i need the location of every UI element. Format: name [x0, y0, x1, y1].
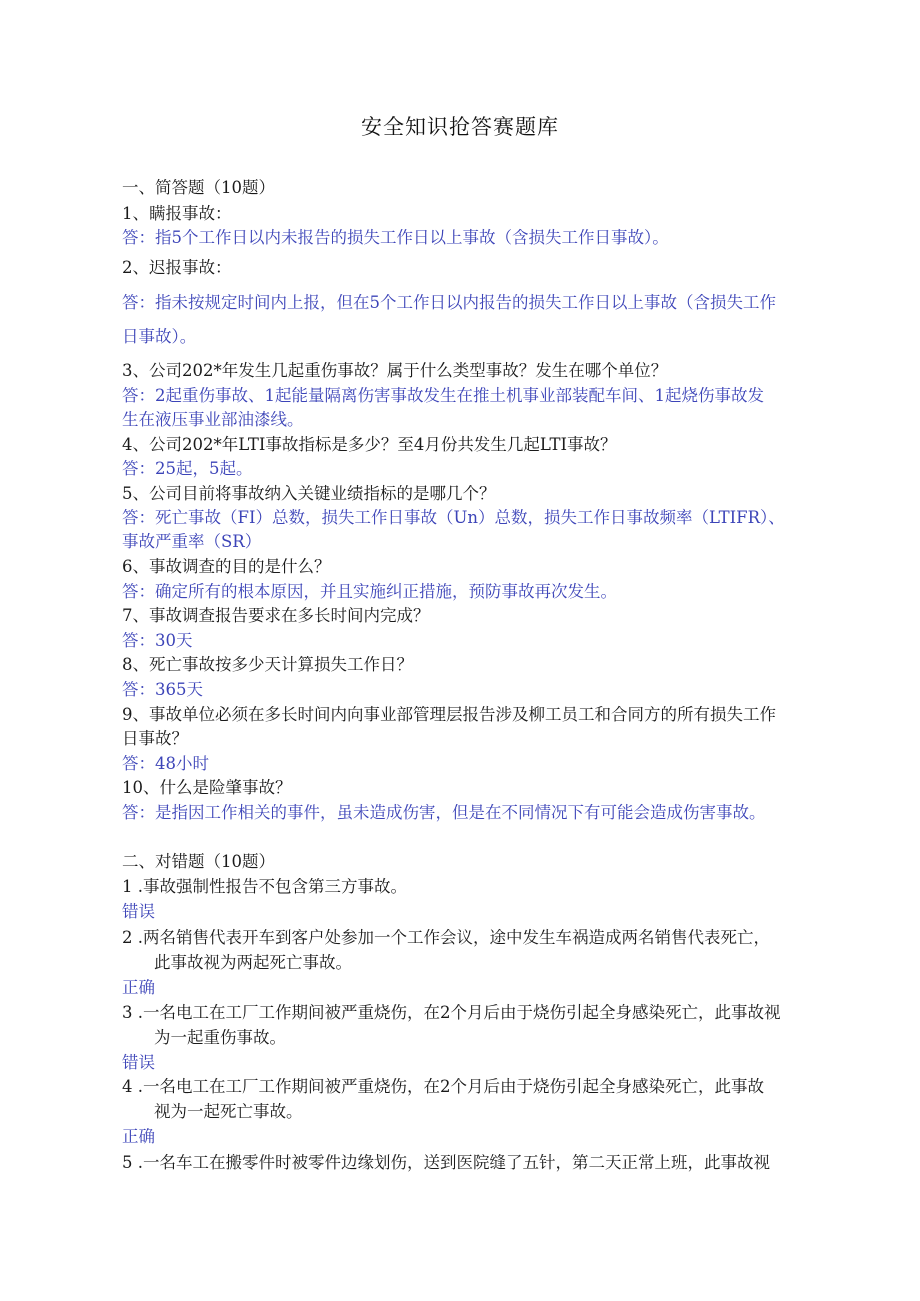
- tf-answer-2: 正确: [122, 978, 155, 997]
- answer-9: 答：48小时: [122, 754, 209, 773]
- tf-answer-4: 正确: [122, 1127, 155, 1146]
- tf-question-2-line-2: 此事故视为两起死亡事故。: [154, 953, 352, 972]
- question-2: 2、迟报事故：: [122, 258, 232, 277]
- answer-2-line-2: 日事故）。: [122, 327, 197, 346]
- answer-3-line-1: 答：2起重伤事故、1起能量隔离伤害事故发生在推土机事业部装配车间、1起烧伤事故发: [122, 386, 764, 405]
- answer-4: 答：25起，5起。: [122, 459, 253, 478]
- answer-7: 答：30天: [122, 631, 193, 650]
- tf-question-5-line-1: 5 .一名车工在搬零件时被零件边缘划伤，送到医院缝了五针，第二天正常上班，此事故视: [122, 1153, 770, 1172]
- answer-6: 答：确定所有的根本原因，并且实施纠正措施，预防事故再次发生。: [122, 582, 617, 601]
- answer-10: 答：是指因工作相关的事件，虽未造成伤害，但是在不同情况下有可能会造成伤害事故。: [122, 803, 766, 822]
- question-9-line-2: 日事故？: [122, 729, 188, 748]
- question-3: 3、公司202*年发生几起重伤事故？属于什么类型事故？发生在哪个单位？: [122, 361, 668, 380]
- question-6: 6、事故调查的目的是什么？: [122, 557, 331, 576]
- tf-question-1: 1 .事故强制性报告不包含第三方事故。: [122, 877, 407, 896]
- tf-answer-3: 错误: [122, 1053, 155, 1072]
- question-7: 7、事故调查报告要求在多长时间内完成？: [122, 606, 430, 625]
- answer-5-line-2: 事故严重率（SR）: [122, 532, 262, 551]
- question-4: 4、公司202*年LTI事故指标是多少？至4月份共发生几起LTI事故？: [122, 435, 617, 454]
- answer-5-line-1: 答：死亡事故（FI）总数，损失工作日事故（Un）总数，损失工作日事故频率（LTIFR）、: [122, 508, 785, 527]
- tf-question-4-line-2: 视为一起死亡事故。: [154, 1102, 303, 1121]
- tf-question-3-line-1: 3 .一名电工在工厂工作期间被严重烧伤，在2个月后由于烧伤引起全身感染死亡，此事故视: [122, 1003, 781, 1022]
- page-title: 安全知识抢答赛题库: [361, 115, 559, 139]
- section-heading-true-false: 二、对错题（10题）: [122, 852, 275, 871]
- tf-question-4-line-1: 4 .一名电工在工厂工作期间被严重烧伤，在2个月后由于烧伤引起全身感染死亡，此事故: [122, 1077, 764, 1096]
- tf-question-2-line-1: 2 .两名销售代表开车到客户处参加一个工作会议，途中发生车祸造成两名销售代表死亡，: [122, 928, 770, 947]
- tf-answer-1: 错误: [122, 902, 155, 921]
- section-heading-short-answer: 一、简答题（10题）: [122, 178, 275, 197]
- question-10: 10、什么是险肇事故？: [122, 778, 292, 797]
- answer-1: 答：指5个工作日以内未报告的损失工作日以上事故（含损失工作日事故）。: [122, 228, 669, 247]
- question-9-line-1: 9、事故单位必须在多长时间内向事业部管理层报告涉及柳工员工和合同方的所有损失工作: [122, 705, 776, 724]
- answer-2-line-1: 答：指未按规定时间内上报，但在5个工作日以内报告的损失工作日以上事故（含损失工作: [122, 293, 776, 312]
- answer-8: 答：365天: [122, 680, 203, 699]
- question-1: 1、瞒报事故：: [122, 204, 232, 223]
- tf-question-3-line-2: 为一起重伤事故。: [154, 1028, 286, 1047]
- question-8: 8、死亡事故按多少天计算损失工作日？: [122, 655, 413, 674]
- answer-3-line-2: 生在液压事业部油漆线。: [122, 410, 304, 429]
- question-5: 5、公司目前将事故纳入关键业绩指标的是哪几个？: [122, 484, 496, 503]
